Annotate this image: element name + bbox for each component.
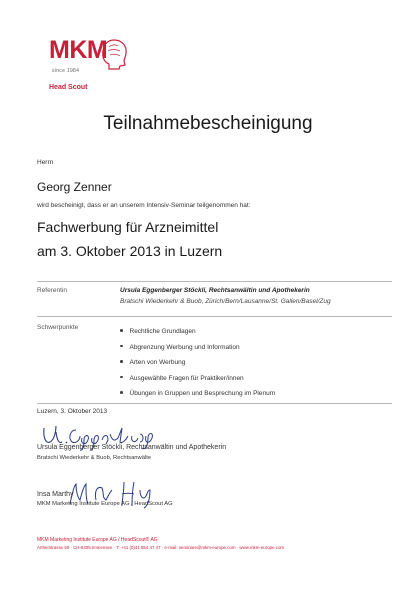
logo-headscout: Head Scout (49, 84, 88, 91)
logo-since-text: since 1984 (52, 68, 80, 74)
signature1-firm: Bratschi Wiederkehr & Buob, Rechtsanwälte (37, 455, 152, 461)
list-item: Ausgewählte Fragen für Praktiker/innen (120, 373, 275, 389)
bullet-icon (120, 391, 123, 394)
referent-label: Referentin (37, 287, 67, 294)
bullet-icon (120, 345, 123, 348)
list-item: Abgrenzung Werbung und Information (120, 342, 275, 358)
signature2-name: Insa Marthy (37, 491, 74, 498)
bullet-icon (120, 329, 123, 332)
topics-label: Schwerpunkte (37, 324, 79, 331)
confirmation-text: wird bescheinigt, dass er an unserem Intensiv-Seminar teilgenommen hat: (37, 202, 251, 209)
divider (37, 281, 392, 282)
seminar-title: Fachwerbung für Arzneimittel (37, 219, 219, 235)
referent-name: Ursula Eggenberger Stöckli, Rechtsanwältin und Apothekerin (120, 287, 310, 294)
referent-firm: Bratschi Wiederkehr & Buob, Zürich/Bern/Lausanne/St. Gallen/Basel/Zug (120, 298, 331, 305)
divider (37, 403, 392, 404)
footer-address: Artherstrasse 60 · CH-6405 Immensee · T: +41 (0)41 854 47 47 · e-mail: seminare@mkm-europe.com · www.mkm-europe.com (37, 545, 285, 550)
footer-company: MKM Marketing Institute Europe AG / HeadScout® AG (37, 537, 158, 543)
logo-mkm: MKM (49, 36, 108, 64)
salutation: Herrn (37, 159, 54, 166)
list-item: Übungen in Gruppen und Besprechung im Plenum (120, 388, 275, 404)
page-title: Teilnahmebescheinigung (103, 113, 313, 134)
head-profile-icon (100, 38, 130, 70)
signature2-org: MKM Marketing Institute Europe AG / HeadScout AG (37, 501, 173, 507)
topics-list (120, 326, 275, 404)
list-item: Arten von Werbung (120, 357, 275, 373)
participant-name: Georg Zenner (37, 180, 112, 194)
list-item: Rechtliche Grundlagen (120, 326, 275, 342)
divider (37, 316, 392, 317)
seminar-date-place: am 3. Oktober 2013 in Luzern (37, 243, 223, 259)
bullet-icon (120, 360, 123, 363)
signature1-name: Ursula Eggenberger Stöckli, Rechtsanwältin und Apothekerin (37, 444, 227, 451)
bullet-icon (120, 376, 123, 379)
place-date: Luzern, 3. Oktober 2013 (37, 408, 108, 415)
